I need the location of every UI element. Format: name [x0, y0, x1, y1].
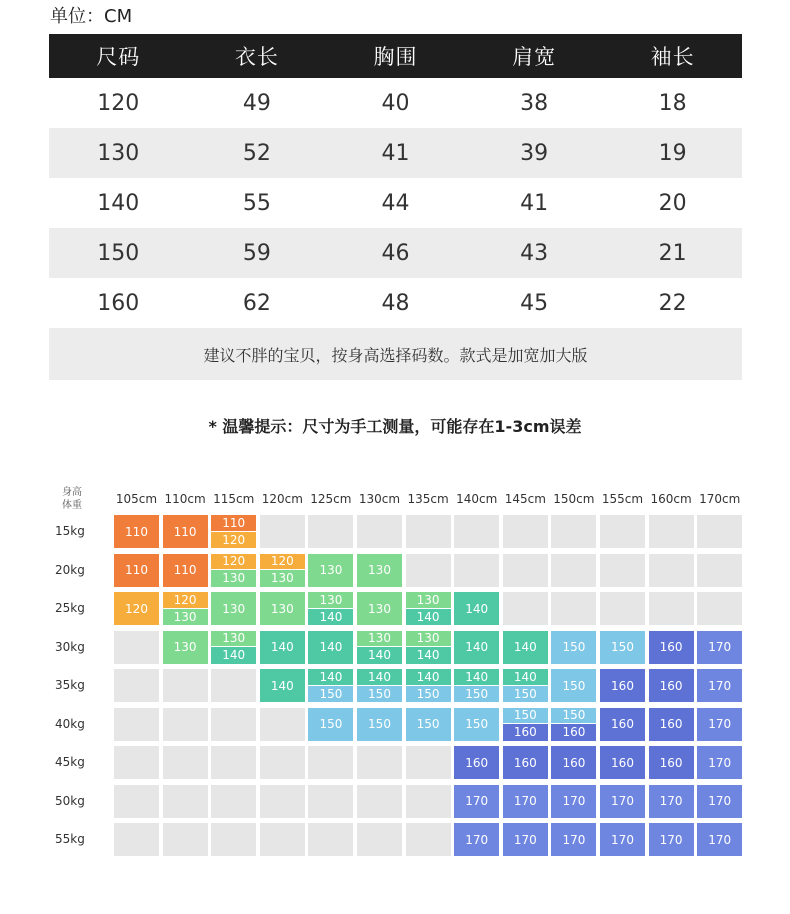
weight-header: 25kg [55, 601, 85, 615]
size-cell-label: 140 [503, 669, 548, 686]
size-cell [697, 669, 742, 702]
header-sleeve: 袖长 [650, 45, 695, 69]
size-cell [114, 669, 159, 702]
size-cell-label: 150 [551, 631, 596, 664]
table-cell: 55 [242, 190, 271, 216]
size-cell-label: 140 [454, 592, 499, 625]
size-cell [697, 823, 742, 856]
size-cell-label: 170 [697, 708, 742, 741]
height-header: 145cm [504, 492, 546, 506]
size-cell [551, 746, 596, 779]
size-cell [551, 785, 596, 818]
size-cell [503, 554, 548, 587]
size-cell [163, 785, 208, 818]
size-cell-label: 170 [600, 785, 645, 818]
size-cell [260, 631, 305, 664]
size-cell-label: 140 [454, 631, 499, 664]
size-cell [357, 785, 402, 818]
size-cell [406, 785, 451, 818]
size-cell [357, 554, 402, 587]
size-cell-label: 110 [163, 554, 208, 587]
size-cell [454, 746, 499, 779]
size-cell [454, 592, 499, 625]
size-cell-label: 170 [697, 631, 742, 664]
size-cell-label: 130 [308, 554, 353, 587]
size-cell-label: 150 [503, 708, 548, 725]
size-cell [600, 669, 645, 702]
size-cell-label: 170 [551, 785, 596, 818]
size-cell-label: 130 [211, 592, 256, 625]
size-cell [163, 746, 208, 779]
height-header: 140cm [456, 492, 498, 506]
size-cell [649, 515, 694, 548]
size-cell-label: 140 [357, 669, 402, 686]
size-cell-label: 160 [649, 708, 694, 741]
size-cell-label: 130 [406, 631, 451, 648]
size-cell [600, 515, 645, 548]
size-cell [551, 515, 596, 548]
size-cell-label: 140 [260, 631, 305, 664]
size-cell [406, 708, 451, 741]
size-cell [163, 823, 208, 856]
size-cell-label: 170 [503, 785, 548, 818]
size-cell [503, 631, 548, 664]
size-cell-label: 130 [260, 592, 305, 625]
size-cell-label: 150 [357, 686, 402, 703]
height-header: 130cm [358, 492, 401, 506]
size-cell-label: 130 [357, 592, 402, 625]
size-cell-label: 160 [649, 631, 694, 664]
size-cell-label: 150 [357, 708, 402, 741]
size-cell-label: 170 [503, 823, 548, 856]
header-length: 衣长 [234, 45, 279, 69]
size-cell [697, 785, 742, 818]
size-cell [114, 708, 159, 741]
size-cell-label: 160 [454, 746, 499, 779]
size-cell [211, 631, 256, 664]
size-cell [649, 785, 694, 818]
corner-weight-label: 体重 [62, 500, 82, 511]
size-cell [551, 592, 596, 625]
size-cell [308, 823, 353, 856]
table-cell: 49 [242, 90, 271, 116]
size-cell-label: 170 [649, 785, 694, 818]
size-cell [114, 785, 159, 818]
table-cell: 18 [658, 90, 687, 116]
height-header: 135cm [407, 492, 449, 506]
size-cell-label: 150 [454, 708, 499, 741]
size-cell [454, 515, 499, 548]
size-cell-label: 150 [600, 631, 645, 664]
table-cell: 40 [381, 90, 410, 116]
size-cell [503, 669, 548, 702]
size-cell-label: 160 [551, 746, 596, 779]
table-cell: 62 [242, 290, 271, 316]
size-cell-label: 130 [308, 592, 353, 609]
size-cell-label: 110 [114, 515, 159, 548]
size-cell-label: 130 [357, 631, 402, 648]
size-cell-label: 130 [163, 631, 208, 664]
table-cell: 52 [242, 140, 271, 166]
table-cell: 160 [97, 290, 140, 316]
size-cell-label: 150 [503, 686, 548, 703]
size-cell-label: 150 [308, 708, 353, 741]
size-cell-label: 170 [551, 823, 596, 856]
size-cell [357, 592, 402, 625]
size-cell-label: 140 [406, 609, 451, 626]
size-cell-label: 140 [308, 609, 353, 626]
size-cell [600, 631, 645, 664]
size-cell [503, 708, 548, 741]
size-cell [357, 708, 402, 741]
table-cell: 41 [381, 140, 410, 166]
height-header: 155cm [601, 492, 644, 506]
table-cell: 140 [97, 190, 140, 216]
size-cell [163, 554, 208, 587]
table-row [49, 78, 742, 128]
size-cell-label: 140 [357, 647, 402, 664]
size-cell [357, 669, 402, 702]
size-cell-label: 170 [454, 785, 499, 818]
size-cell [357, 823, 402, 856]
size-cell [114, 554, 159, 587]
size-cell [649, 592, 694, 625]
size-cell-label: 140 [454, 669, 499, 686]
size-cell-label: 140 [308, 669, 353, 686]
height-header: 105cm [115, 492, 158, 506]
size-cell-label: 170 [697, 669, 742, 702]
size-cell-label: 160 [503, 746, 548, 779]
size-cell [114, 631, 159, 664]
weight-header: 50kg [55, 793, 85, 808]
size-cell-label: 150 [406, 686, 451, 703]
size-cell-label: 150 [308, 686, 353, 703]
size-cell-label: 110 [163, 515, 208, 548]
weight-header: 20kg [55, 562, 85, 577]
size-cell [551, 631, 596, 664]
size-cell [357, 631, 402, 664]
height-header: 170cm [699, 492, 741, 506]
size-cell [211, 746, 256, 779]
table-cell: 39 [520, 140, 549, 166]
size-cell [114, 515, 159, 548]
size-cell [649, 669, 694, 702]
height-header: 150cm [553, 492, 595, 506]
size-cell-label: 140 [211, 647, 256, 664]
size-cell [308, 669, 353, 702]
size-cell [600, 746, 645, 779]
size-cell [600, 592, 645, 625]
grid-corner-label [62, 486, 82, 512]
size-cell-label: 130 [211, 570, 256, 587]
size-cell [308, 554, 353, 587]
table-cell: 130 [97, 140, 140, 166]
size-cell [406, 669, 451, 702]
size-cell-label: 130 [260, 570, 305, 587]
size-cell [211, 708, 256, 741]
size-cell [260, 554, 305, 587]
size-cell-label: 120 [163, 592, 208, 609]
size-cell-label: 150 [454, 686, 499, 703]
size-cell [551, 823, 596, 856]
weight-header: 45kg [55, 755, 85, 769]
size-cell [600, 785, 645, 818]
size-cell [114, 823, 159, 856]
size-cell [114, 746, 159, 779]
table-cell: 19 [658, 140, 687, 166]
size-cell [406, 823, 451, 856]
size-cell [260, 708, 305, 741]
size-cell-label: 120 [211, 554, 256, 571]
size-cell [260, 515, 305, 548]
size-cell [211, 592, 256, 625]
table-cell: 38 [520, 90, 549, 116]
measurement-tip: * 温馨提示：尺寸为手工测量，可能存在1-3cm误差 [208, 417, 582, 436]
size-cell-label: 160 [600, 669, 645, 702]
size-cell [211, 554, 256, 587]
size-cell [308, 746, 353, 779]
size-cell [649, 554, 694, 587]
size-cell-label: 150 [406, 708, 451, 741]
size-cell [551, 669, 596, 702]
table-cell: 120 [97, 90, 140, 116]
size-cell [600, 823, 645, 856]
table-row [49, 128, 742, 178]
size-cell [454, 785, 499, 818]
header-chest: 胸围 [373, 45, 418, 69]
height-header: 125cm [310, 492, 352, 506]
size-cell-label: 160 [503, 724, 548, 741]
size-cell [454, 708, 499, 741]
size-cell-label: 140 [260, 669, 305, 702]
size-cell-label: 170 [697, 823, 742, 856]
size-cell-label: 160 [600, 708, 645, 741]
size-cell [260, 669, 305, 702]
size-cell [697, 746, 742, 779]
weight-header: 15kg [55, 524, 85, 538]
size-cell [406, 746, 451, 779]
size-cell-label: 130 [211, 631, 256, 648]
size-cell [649, 823, 694, 856]
size-cell-label: 170 [649, 823, 694, 856]
size-cell [211, 823, 256, 856]
height-header: 160cm [650, 492, 692, 506]
size-cell [551, 554, 596, 587]
size-cell-label: 130 [406, 592, 451, 609]
size-cell [308, 631, 353, 664]
size-cell [649, 631, 694, 664]
size-cell [308, 515, 353, 548]
size-cell [211, 515, 256, 548]
size-guide-grid [0, 480, 790, 870]
size-cell [454, 631, 499, 664]
unit-label: 单位：CM [50, 6, 133, 27]
weight-header: 30kg [55, 639, 85, 654]
height-header: 110cm [164, 492, 206, 506]
size-cell [454, 823, 499, 856]
size-cell-label: 170 [697, 746, 742, 779]
size-cell-label: 150 [551, 708, 596, 725]
size-cell [260, 592, 305, 625]
size-cell [308, 708, 353, 741]
header-size: 尺码 [96, 45, 141, 69]
corner-height-label: 身高 [62, 487, 82, 498]
size-cell [503, 746, 548, 779]
size-cell-label: 130 [357, 554, 402, 587]
size-cell [697, 708, 742, 741]
size-table [49, 34, 742, 380]
height-header: 120cm [261, 492, 303, 506]
size-cell-label: 160 [649, 669, 694, 702]
size-cell [697, 631, 742, 664]
table-cell: 21 [658, 240, 687, 266]
height-header: 115cm [213, 492, 255, 506]
table-cell: 44 [381, 190, 410, 216]
size-cell [357, 515, 402, 548]
size-cell [649, 746, 694, 779]
size-cell [503, 515, 548, 548]
size-cell [406, 631, 451, 664]
size-cell [406, 554, 451, 587]
weight-header: 35kg [55, 678, 85, 692]
table-cell: 41 [520, 190, 549, 216]
table-row [49, 178, 742, 228]
table-cell: 22 [658, 290, 687, 316]
size-advice-note: 建议不胖的宝贝，按身高选择码数。款式是加宽加大版 [49, 328, 742, 380]
table-cell: 43 [520, 240, 549, 266]
size-cell [406, 592, 451, 625]
size-cell [503, 592, 548, 625]
size-cell-label: 140 [406, 647, 451, 664]
size-cell [163, 708, 208, 741]
size-cell [406, 515, 451, 548]
size-cell-label: 110 [211, 515, 256, 532]
size-cell [551, 708, 596, 741]
size-cell-label: 170 [600, 823, 645, 856]
size-cell-label: 160 [600, 746, 645, 779]
size-cell-label: 140 [308, 631, 353, 664]
size-cell [163, 592, 208, 625]
weight-header: 55kg [55, 832, 85, 846]
size-cell-label: 170 [697, 785, 742, 818]
size-cell [308, 785, 353, 818]
size-cell-label: 130 [163, 609, 208, 626]
size-cell [697, 592, 742, 625]
size-cell [308, 592, 353, 625]
size-cell [697, 515, 742, 548]
table-cell: 20 [658, 190, 687, 216]
size-cell [503, 823, 548, 856]
size-cell [260, 746, 305, 779]
size-cell-label: 160 [649, 746, 694, 779]
size-cell-label: 160 [551, 724, 596, 741]
size-cell-label: 110 [114, 554, 159, 587]
size-cell [454, 669, 499, 702]
size-cell-label: 140 [503, 631, 548, 664]
size-cell-label: 120 [114, 592, 159, 625]
size-cell [260, 823, 305, 856]
size-cell [454, 554, 499, 587]
size-cell-label: 140 [406, 669, 451, 686]
size-cell [163, 669, 208, 702]
size-cell [163, 631, 208, 664]
table-row [49, 228, 742, 278]
table-row [49, 278, 742, 328]
size-cell [357, 746, 402, 779]
size-cell [211, 785, 256, 818]
size-cell-label: 170 [454, 823, 499, 856]
size-cell [260, 785, 305, 818]
table-cell: 59 [242, 240, 271, 266]
size-cell [600, 554, 645, 587]
size-cell [211, 669, 256, 702]
size-cell-label: 120 [211, 532, 256, 549]
size-cell-label: 150 [551, 669, 596, 702]
size-cell [163, 515, 208, 548]
header-shoulder: 肩宽 [512, 45, 557, 69]
weight-header: 40kg [55, 716, 85, 731]
table-cell: 46 [381, 240, 410, 266]
table-cell: 45 [520, 290, 549, 316]
table-cell: 48 [381, 290, 410, 316]
size-cell-label: 120 [260, 554, 305, 571]
size-cell [697, 554, 742, 587]
size-cell [600, 708, 645, 741]
size-cell [649, 708, 694, 741]
size-cell [503, 785, 548, 818]
size-table-header [49, 34, 742, 78]
table-cell: 150 [97, 240, 140, 266]
size-cell [114, 592, 159, 625]
